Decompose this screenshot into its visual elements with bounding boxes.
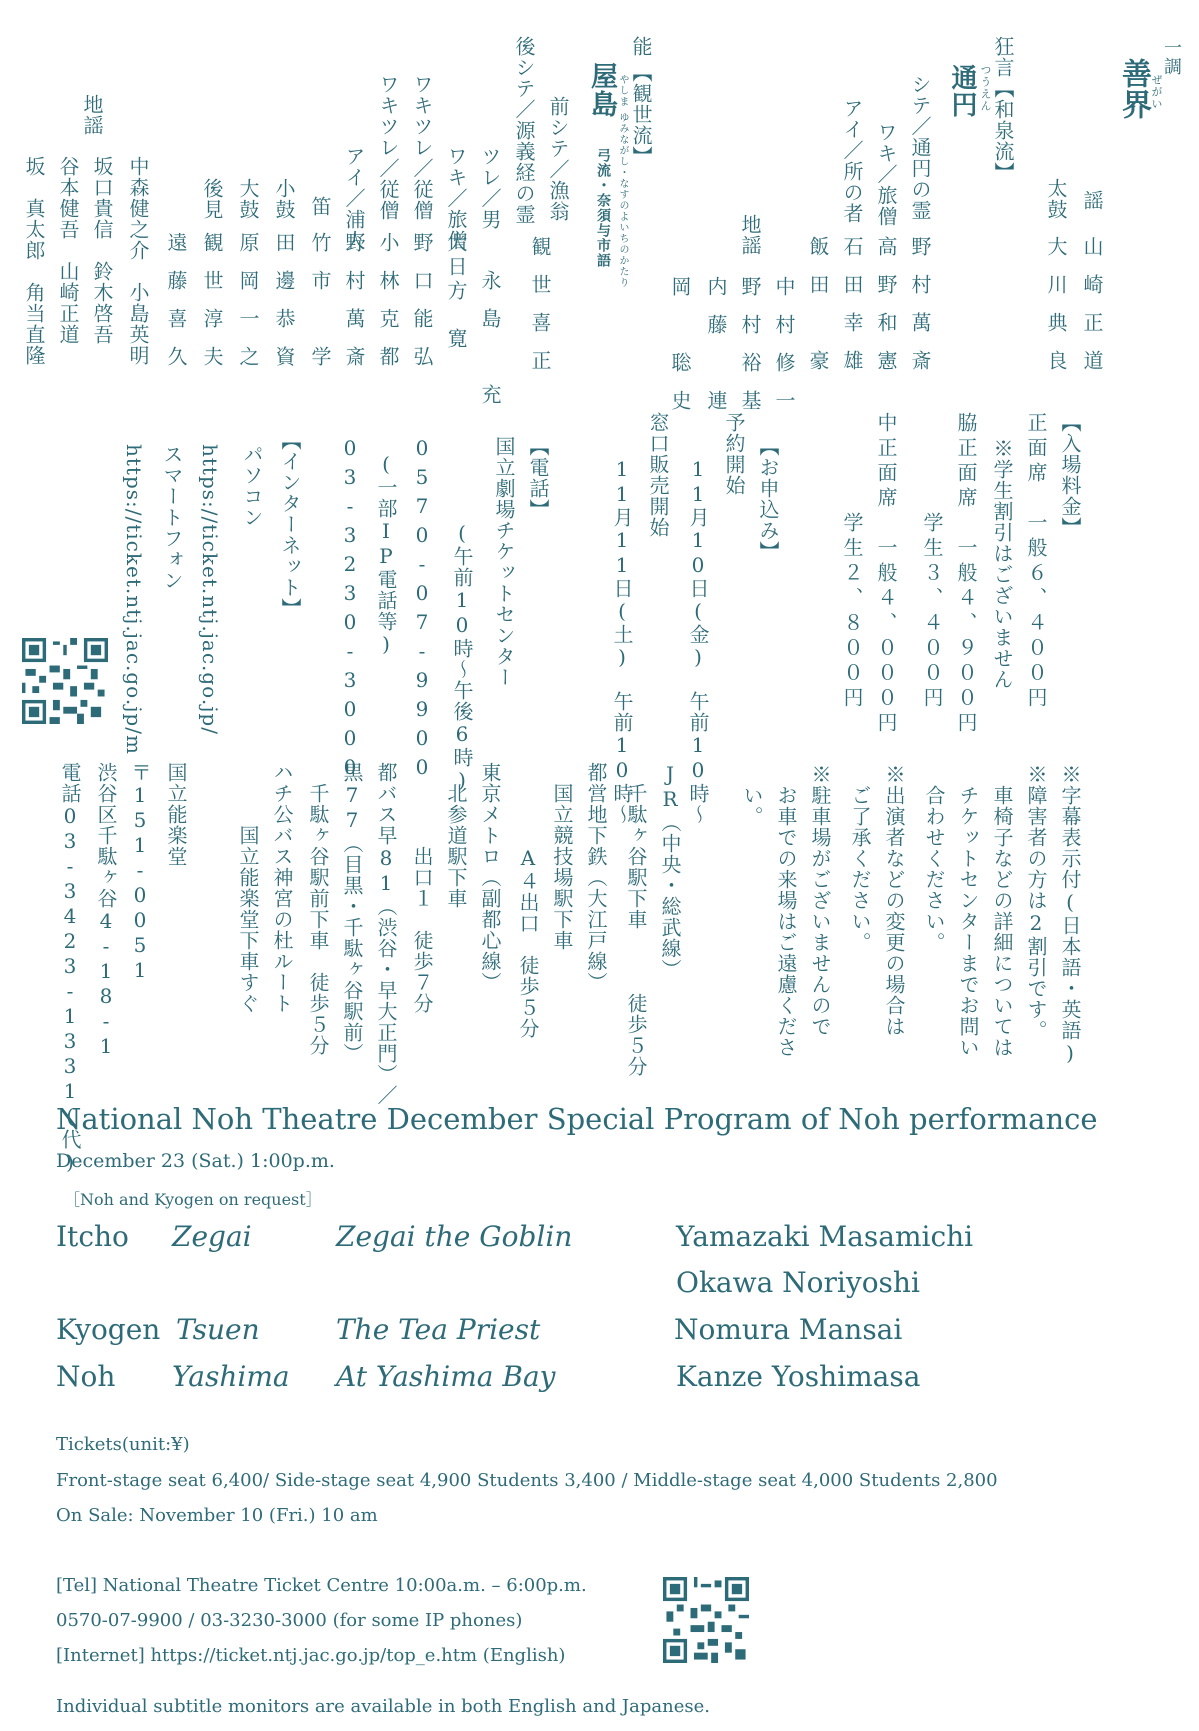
noh-title-ruby: やしま xyxy=(617,74,628,107)
itcho-title-ruby: ぜがい xyxy=(1150,74,1163,110)
access-line-8: 出口１ 徒歩７分 xyxy=(410,762,434,1014)
note-line-6: ※出演者などの変更の場合は xyxy=(882,764,906,1037)
noh-subtitle-ruby: ゆみながし・なすのよいちのかたり xyxy=(617,112,628,288)
apply-heading: 【お申込み】 xyxy=(756,436,780,562)
kyogen-role-3: アイ／所の者 xyxy=(840,98,864,224)
en-subtitle: ［Noh and Kyogen on request］ xyxy=(64,1190,322,1209)
kyogen-chorus-5: 岡 聡史 xyxy=(668,276,692,428)
internet-pc-url[interactable]: https://ticket.ntj.jac.go.jp/ xyxy=(198,444,222,735)
noh-title: 屋島 xyxy=(586,62,617,118)
apply-line-2: 11月10日(金) 午前10時～ xyxy=(686,436,710,825)
noh-jiutai-label: 地謡 xyxy=(80,94,104,136)
itcho-name-utai: 山崎正道 xyxy=(1080,236,1104,388)
note-line-1: ※字幕表示付(日本語・英語) xyxy=(1058,764,1082,1066)
access-line-5: A４出口 徒歩５分 xyxy=(516,762,540,1039)
noh-genre: 能 xyxy=(629,36,653,57)
venue-address: 渋谷区千駄ヶ谷4-18-1 xyxy=(94,762,118,1059)
tickets-note: ※学生割引はございません xyxy=(990,438,1014,690)
kyogen-name-2: 高野和憲 xyxy=(874,236,898,388)
qr-code-smartphone[interactable] xyxy=(22,638,108,724)
noh-role-4: ワキ／旅僧 xyxy=(444,146,468,251)
kyogen-genre: 狂言【和泉流】 xyxy=(991,36,1015,183)
noh-name-6: 小林克都 xyxy=(376,232,400,384)
internet-pc: パソコン xyxy=(240,444,264,528)
noh-name-5: 野口能弘 xyxy=(410,232,434,384)
noh-name-8: 竹市 学 xyxy=(308,232,332,384)
note-line-7: ご了承ください。 xyxy=(848,764,872,953)
noh-role-7: アイ／浦人 xyxy=(342,146,366,251)
noh-chorus-1: 中森健之介 小島英明 xyxy=(126,156,150,366)
apply-line-3: 窓口販売開始 xyxy=(646,412,670,538)
apply-line-4: 11月11日(土) 午前10時～ xyxy=(610,436,634,825)
kyogen-chorus-1: 飯田 豪 xyxy=(806,236,830,388)
itcho-role-taiko: 太鼓 xyxy=(1044,178,1068,220)
kyogen-name-1: 野村萬斎 xyxy=(908,236,932,388)
en-program-1-translation: Zegai the Goblin xyxy=(336,1220,573,1253)
en-tickets-heading: Tickets(unit:¥) xyxy=(56,1434,190,1455)
phone-heading: 【電話】 xyxy=(526,436,550,520)
en-program-4-translation: At Yashima Bay xyxy=(336,1360,556,1393)
access-line-6: 東京メトロ（副都心線） xyxy=(478,762,502,993)
note-line-5: 合わせください。 xyxy=(922,764,946,953)
venue-name: 国立能楽堂 xyxy=(164,762,188,867)
en-program-3-title: Tsuen xyxy=(176,1313,260,1346)
en-program-4-title: Yashima xyxy=(172,1360,290,1393)
venue-postal: 〒151-0051 xyxy=(128,762,152,983)
phone-line-1: 国立劇場チケットセンター xyxy=(492,436,516,688)
kyogen-chorus-3: 野村裕基 xyxy=(738,276,762,428)
venue-phone: 電話03-3423-1331(代) xyxy=(58,762,82,1175)
internet-heading: 【インターネット】 xyxy=(278,430,302,619)
noh-name-12: 遠藤喜久 xyxy=(164,232,188,384)
itcho-role-utai: 謡 xyxy=(1080,190,1104,211)
en-program-3-translation: The Tea Priest xyxy=(336,1313,541,1346)
note-line-3: 車椅子などの詳細については xyxy=(990,764,1014,1058)
en-phones: 0570-07-9900 / 03-3230-3000 (for some IP phones) xyxy=(56,1610,523,1631)
noh-name-3: 永島 充 xyxy=(478,270,502,422)
internet-sp: スマートフォン xyxy=(160,444,184,591)
noh-role-2: 後シテ／源義経の霊 xyxy=(512,36,536,225)
noh-role-1: 前シテ／漁翁 xyxy=(546,96,570,222)
note-line-2: ※障害者の方は2割引です。 xyxy=(1024,764,1048,1041)
en-tel: [Tel] National Theatre Ticket Centre 10:00a.m. – 6:00p.m. xyxy=(56,1575,587,1596)
access-line-1: JR（中央・総武線） xyxy=(658,762,682,980)
en-program-1-title: Zegai xyxy=(172,1220,252,1253)
kyogen-jiutai-label: 地謡 xyxy=(738,214,762,256)
kyogen-role-1: シテ／通円の霊 xyxy=(908,74,932,221)
en-on-sale: On Sale: November 10 (Fri.) 10 am xyxy=(56,1505,378,1526)
noh-school: 【観世流】 xyxy=(629,62,653,167)
kyogen-chorus-4: 内藤 連 xyxy=(704,276,728,428)
access-line-2: 千駄ヶ谷駅下車 徒歩５分 xyxy=(624,762,648,1077)
noh-name-10: 原岡一之 xyxy=(236,232,260,384)
phone-line-4: (一部IP電話等) xyxy=(374,452,398,657)
access-line-7: 北参道駅下車 xyxy=(444,762,468,909)
access-line-12: ハチ公バス神宮の杜ルート xyxy=(270,762,294,1014)
noh-role-8: 笛 xyxy=(308,196,332,217)
en-program-1-performer: Yamazaki Masamichi xyxy=(676,1220,974,1253)
en-tickets-prices: Front-stage seat 6,400/ Side-stage seat 4,900 Students 3,400 / Middle-stage seat 4,000 Students 2,800 xyxy=(56,1470,998,1491)
access-line-11: 千駄ヶ谷駅前下車 徒歩５分 xyxy=(306,762,330,1056)
tickets-heading: 【入場料金】 xyxy=(1058,412,1082,538)
noh-name-9: 田邊恭資 xyxy=(272,232,296,384)
noh-chorus-2: 坂口貴信 鈴木啓吾 xyxy=(90,156,114,345)
kyogen-role-2: ワキ／旅僧 xyxy=(874,122,898,227)
access-line-3: 都営地下鉄（大江戸線） xyxy=(584,762,608,993)
itcho-title: 善界 xyxy=(1116,58,1151,120)
access-line-10: 黒77（目黒・千駄ヶ谷駅前） xyxy=(340,762,364,1064)
qr-code-english[interactable] xyxy=(663,1577,749,1663)
noh-chorus-4: 坂 真太郎 角当直隆 xyxy=(22,156,46,366)
noh-subtitle: 弓流・奈須与市語 xyxy=(595,148,611,268)
kyogen-title-ruby: つうえん xyxy=(979,64,992,112)
en-program-4-genre: Noh xyxy=(56,1360,116,1393)
tickets-line-5: 学生２、８００円 xyxy=(840,412,864,712)
note-line-10: い。 xyxy=(740,764,764,827)
en-title: National Noh Theatre December Special Program of Noh performance xyxy=(56,1102,1098,1136)
tickets-line-4: 中正面席 一般４、０００円 xyxy=(874,412,898,737)
noh-name-7: 野村萬斎 xyxy=(342,232,366,384)
phone-line-3: 0570-07-9900 xyxy=(410,436,434,784)
en-program-3-genre: Kyogen xyxy=(56,1313,161,1346)
noh-role-11: 後見 xyxy=(200,178,224,220)
tickets-line-2: 脇正面席 一般４、９００円 xyxy=(954,412,978,737)
apply-line-1: 予約開始 xyxy=(722,412,746,496)
en-internet[interactable]: [Internet] https://ticket.ntj.jac.go.jp/top_e.htm (English) xyxy=(56,1645,566,1666)
note-line-8: ※駐車場がございませんので xyxy=(808,764,832,1037)
en-date: December 23 (Sat.) 1:00p.m. xyxy=(56,1150,335,1172)
access-line-9: 都バス早81（渋谷・早大正門）／ xyxy=(374,762,398,1106)
itcho-genre: 一調 xyxy=(1161,38,1182,76)
noh-role-6: ワキツレ／従僧 xyxy=(376,74,400,221)
tickets-line-1: 正面席 一般６、４００円 xyxy=(1024,412,1048,712)
kyogen-name-3: 石田幸雄 xyxy=(840,236,864,388)
internet-sp-url[interactable]: https://ticket.ntj.jac.go.jp/m xyxy=(122,444,146,755)
noh-name-4: 大日方 寛 xyxy=(444,232,468,352)
en-program-1-genre: Itcho xyxy=(56,1220,129,1253)
note-line-4: チケットセンターまでお問い xyxy=(956,764,980,1058)
noh-role-10: 大鼓 xyxy=(236,178,260,220)
phone-line-2: (午前10時～午後6時) xyxy=(450,500,474,793)
en-program-2-performer: Okawa Noriyoshi xyxy=(676,1266,920,1299)
noh-name-2: 観世喜正 xyxy=(528,236,552,388)
phone-line-5: 03-3230-3000 xyxy=(338,436,362,784)
noh-role-9: 小鼓 xyxy=(272,178,296,220)
noh-role-5: ワキツレ／従僧 xyxy=(410,74,434,221)
en-program-4-performer: Kanze Yoshimasa xyxy=(676,1360,921,1393)
note-line-9: お車での来場はご遠慮くださ xyxy=(774,764,798,1058)
tickets-line-3: 学生３、４００円 xyxy=(920,412,944,712)
kyogen-title: 通円 xyxy=(947,64,977,118)
kyogen-chorus-2: 中村修一 xyxy=(772,276,796,428)
en-program-3-performer: Nomura Mansai xyxy=(674,1313,903,1346)
noh-role-3: ツレ／男 xyxy=(478,146,502,230)
en-subtitle-note: Individual subtitle monitors are available in both English and Japanese. xyxy=(56,1696,710,1717)
noh-chorus-3: 谷本健吾 山崎正道 xyxy=(56,156,80,345)
access-line-13: 国立能楽堂下車すぐ xyxy=(236,762,260,1014)
access-line-4: 国立競技場駅下車 xyxy=(550,762,574,951)
itcho-name-taiko: 大川典良 xyxy=(1044,236,1068,388)
noh-name-11: 観世淳夫 xyxy=(200,232,224,384)
